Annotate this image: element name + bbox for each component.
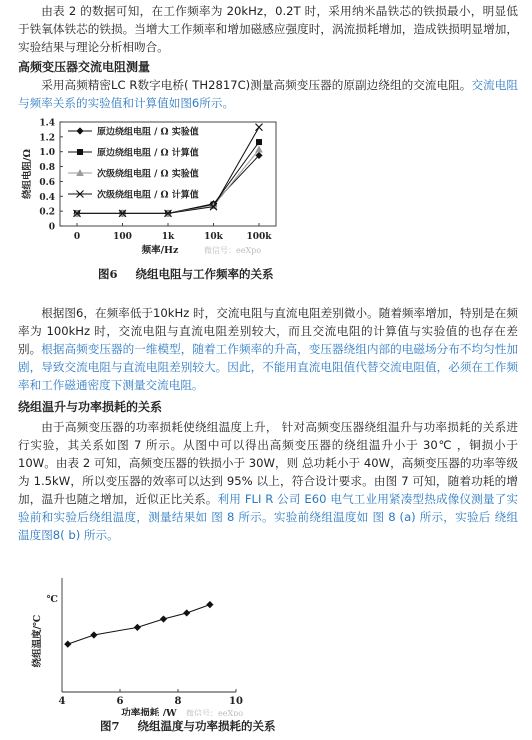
series-line	[77, 155, 259, 213]
paragraph-iron-loss	[18, 2, 518, 56]
x-tick-label: 6	[116, 696, 124, 707]
caption-text: 绕组温度与功率损耗的关系	[137, 719, 276, 733]
paragraph-text: 采用高频精密LC R数字电桥( TH2817C)测量高频变压器的原副边绕组的交流电阻。	[41, 78, 472, 92]
y-tick-label: 0.4	[39, 192, 55, 203]
legend-entry	[68, 126, 199, 138]
y-tick-label: 1.0	[39, 148, 55, 159]
caption-text: 绕组电阻与工作频率的关系	[135, 267, 274, 281]
paragraph-ac-resistance	[18, 76, 518, 112]
series-line	[77, 149, 259, 213]
y-tick-label: 0.8	[39, 163, 55, 174]
paragraph-highlight: 交流电阻与频率关系的实验值和计算值如图6所示。	[18, 78, 518, 110]
x-tick-label: 1k	[161, 232, 175, 242]
caption-number: 图7	[100, 719, 120, 733]
figure-6-caption	[98, 266, 274, 282]
x-tick-label: 10	[229, 696, 243, 707]
legend-label: 次级绕组电阻 / Ω 计算值	[97, 190, 199, 201]
x-tick-label: 100k	[246, 232, 272, 242]
x-tick-label: 100	[113, 232, 132, 242]
paragraph-frequency-analysis	[18, 304, 518, 394]
y-tick-label: 0.6	[39, 177, 55, 188]
y-axis-label: 绕组电阻/Ω	[22, 149, 33, 199]
x-tick-label: 8	[174, 696, 182, 707]
legend-label: 原边绕组电阻 / Ω 计算值	[97, 148, 199, 159]
data-point	[256, 124, 263, 131]
legend-entry	[68, 168, 199, 180]
legend-label: 次级绕组电阻 / Ω 实验值	[97, 169, 199, 180]
caption-number: 图6	[98, 267, 118, 281]
legend-label: 原边绕组电阻 / Ω 实验值	[97, 127, 199, 138]
x-tick-label: 4	[58, 696, 66, 707]
y-unit-label: ℃	[46, 594, 58, 605]
data-point	[183, 609, 190, 616]
figure-6	[0, 114, 300, 266]
y-axis-label: 绕组温度/℃	[32, 614, 43, 668]
data-point	[64, 641, 71, 648]
paragraph-temperature	[18, 418, 518, 544]
legend-entry	[68, 189, 199, 201]
figure-7-caption	[100, 718, 276, 734]
y-tick-label: 1.2	[39, 133, 55, 144]
paragraph-text: 由表 2 的数据可知，在工作频率为 20kHz，0.2T 时，采用纳米晶铁芯的铁损最小，明显低于铁氧体铁芯的铁损。当增大工作频率和增加磁感应强度时，涡流损耗增加，造成铁损明显增加，实验结果与理论分析相吻合。	[18, 4, 518, 54]
y-tick-label: 0	[48, 222, 55, 233]
data-point	[160, 615, 167, 622]
data-point	[76, 127, 83, 134]
section-heading-temperature: 绕组温升与功率损耗的关系	[18, 400, 163, 414]
chart-winding-temperature	[0, 568, 260, 716]
section-heading-ac-resistance: 高频变压器交流电阻测量	[18, 60, 151, 74]
paragraph-highlight: 根据高频变压器的一维模型，随着工作频率的升高，变压器绕组内部的电磁场分布不均匀性加剧，导致交流电阻与直流电阻差别较大。因此，不能用直流电阻值代替交流电阻值，必须在工作频率和工作磁通密度下测量交流电阻。	[18, 342, 518, 392]
y-tick-label: 1.4	[39, 118, 55, 129]
data-point	[256, 139, 262, 145]
y-tick-label: 0.2	[39, 207, 55, 218]
x-axis-label: 功率损耗 /W	[121, 708, 177, 716]
series	[64, 601, 213, 648]
data-point	[134, 624, 141, 631]
figure-7	[0, 568, 260, 716]
x-axis-label: 频率/Hz	[141, 245, 179, 256]
series-line	[68, 605, 210, 645]
paragraph-text: 根据图6，在频率低于10kHz 时，交流电阻与直流电阻差别微小。随着频率增加，特别是在频率为 100kHz 时，交流电阻与直流电阻差别较大，而且交流电阻的计算值与实验值的也存在差别。	[18, 306, 518, 356]
chart-winding-resistance	[0, 114, 300, 266]
data-point	[77, 149, 83, 155]
x-tick-label: 10k	[204, 232, 223, 242]
watermark: 微信号：eeXpo	[204, 246, 262, 255]
watermark: 微信号：eeXpo	[186, 709, 244, 716]
paragraph-highlight: 利用 FLI R 公司 E60 电气工业用紧凑型热成像仪测量了实验前和实验后绕组温度，测量结果如 图 8 所示。实验前绕组温度如 图 8 (a) 所示，实验后 绕组温度图8( b) 所示。	[18, 492, 518, 542]
data-point	[90, 631, 97, 638]
paragraph-text: 由于高频变压器的功率损耗使绕组温度上升， 针对高频变压器绕组温升与功率损耗的关系进行实验，其关系如图 7 所示。从图中可以得出高频变压器的绕组温升小于 30℃ ，铜损小于 10W。由表 2 可知，高频变压器的铁损小于 30W，则 总功耗小于 40W，高频变压器的功率等级为 1.5kW，所以变压器的效率可以达到 95% 以上，符合设计要求。由图 7 可知，随着功耗的增加，温升也随之增加，近似正比关系。	[18, 420, 518, 506]
series	[73, 152, 262, 217]
legend-entry	[68, 147, 199, 159]
x-tick-label: 0	[73, 232, 81, 242]
data-point	[206, 601, 213, 608]
